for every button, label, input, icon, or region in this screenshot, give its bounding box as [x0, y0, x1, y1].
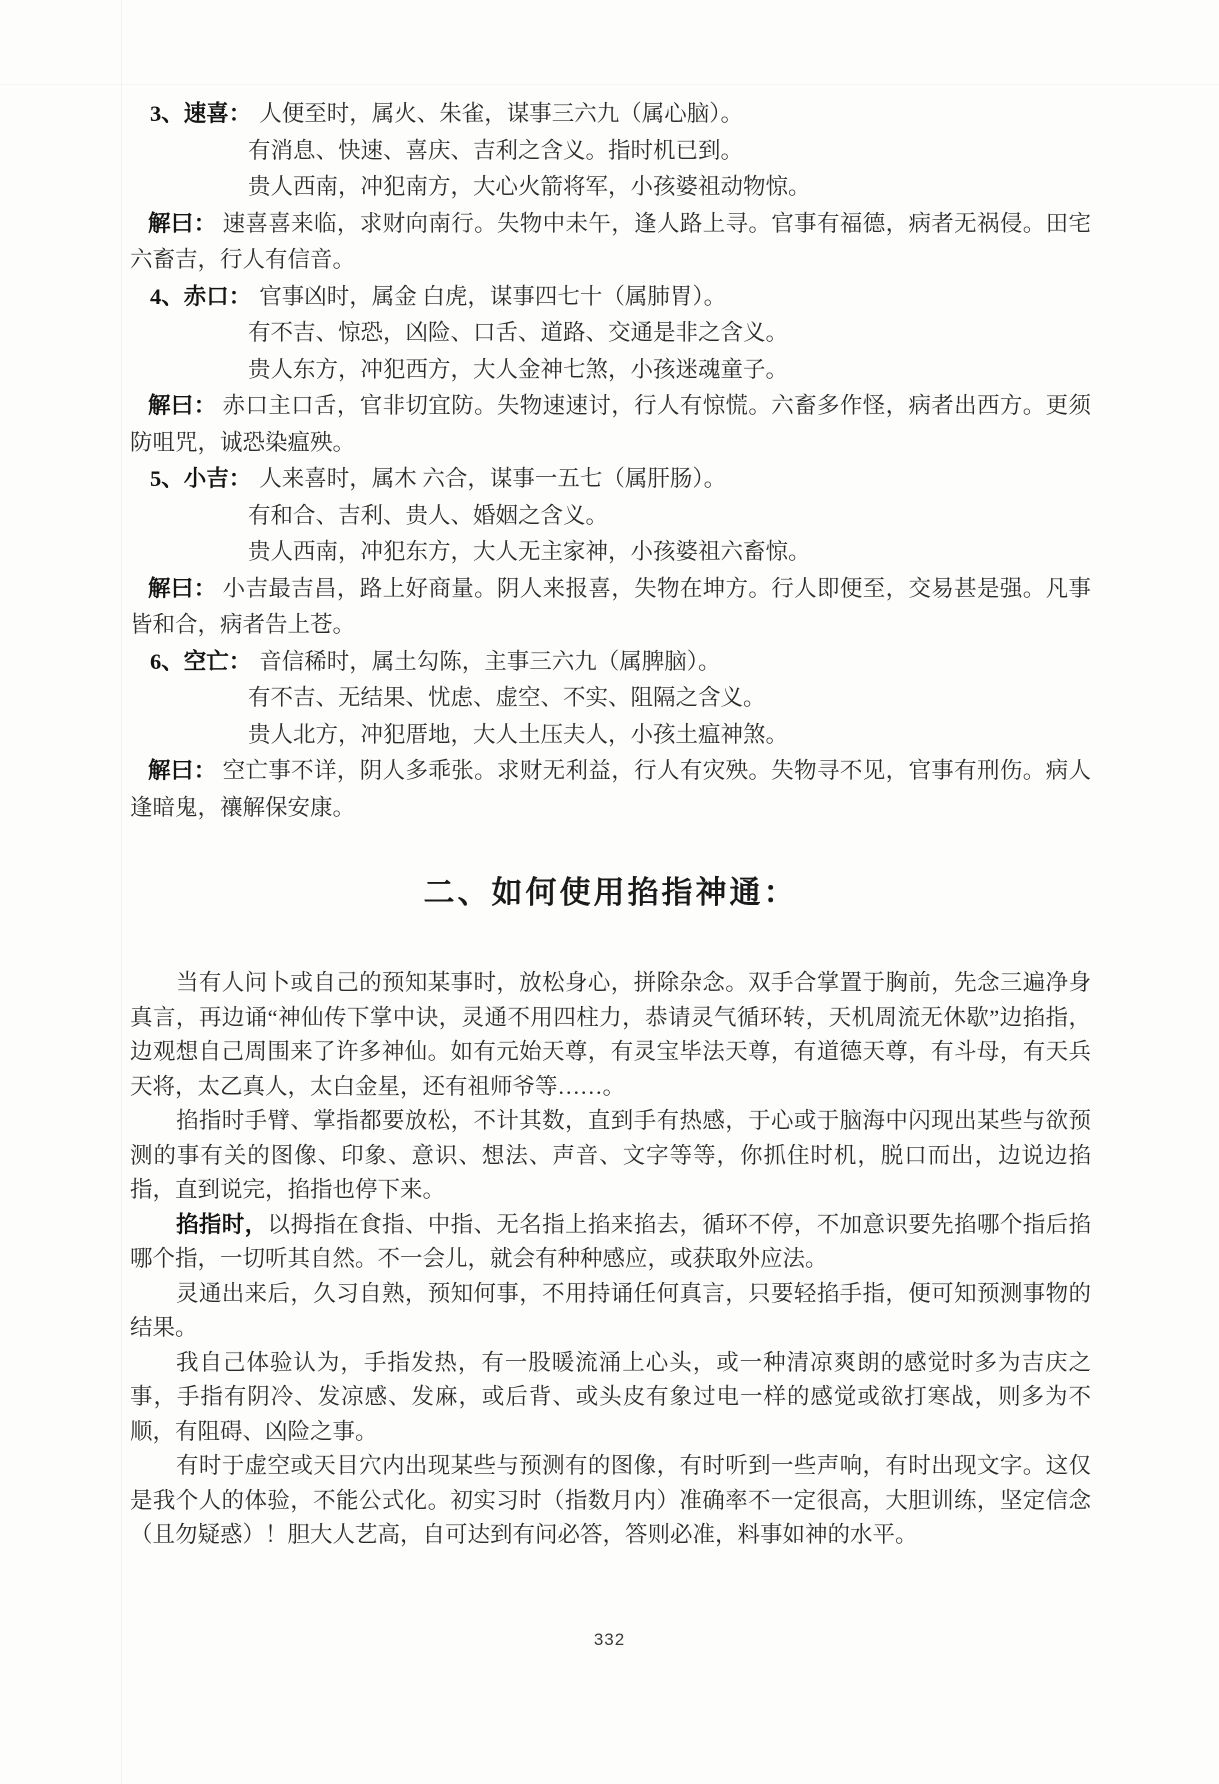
page-number: 332: [593, 1630, 626, 1649]
entry-suxi: [130, 96, 1091, 279]
jie-paragraph: [130, 571, 1091, 644]
paragraph-text: 掐指时手臂、掌指都要放松，不计其数，直到手有热感，于心或于脑海中闪现出某些与欲预测的事有关的图像、印象、意识、想法、声音、文字等等，你抓住时机，脱口而出，边说边掐指，直到说完，掐指也停下来。: [130, 1108, 1091, 1202]
entry-label: 3、速喜：: [150, 101, 252, 126]
jie-text: 速喜喜来临，求财向南行。失物中未午，逢人路上寻。官事有福德，病者无祸侵。田宅六畜吉，行人有信音。: [130, 210, 1091, 272]
entry-text: 官事凶时，属金 白虎，谋事四七十（属肺胃）。: [259, 283, 727, 309]
jie-label: 解曰：: [148, 575, 217, 601]
chapter-heading: 二、如何使用掐指神通：: [423, 875, 798, 910]
paragraph-text: 当有人问卜或自己的预知某事时，放松身心，拼除杂念。双手合掌置于胸前，先念三遍净身真言，再边诵“神仙传下掌中诀，灵通不用四柱力，恭请灵气循环转，天机周流无休歇”边掐指，边观想自己周围来了许多神仙。如有元始天尊，有灵宝毕法天尊，有道德天尊，有斗母，有天兵天将，太乙真人，太白金星，还有祖师爷等……。: [130, 970, 1091, 1099]
body-paragraph: [130, 1104, 1091, 1208]
paragraph-text: 有时于虚空或天目穴内出现某些与预测有的图像，有时听到一些声响，有时出现文字。这仅是我个人的体验，不能公式化。初实习时（指数月内）准确率不一定很高，大胆训练，坚定信念（且勿疑惑）！胆大人艺高，自可达到有问必答，答则必准，料事如神的水平。: [130, 1453, 1091, 1547]
jie-label: 解曰：: [148, 758, 217, 783]
entry-line: 有消息、快速、喜庆、吉利之含义。指时机已到。: [248, 137, 744, 163]
entry-line: [130, 279, 1091, 316]
entry-label: 4、赤口：: [150, 283, 252, 309]
entry-xiaoji: [130, 461, 1091, 644]
paragraph-lead: 掐指时，: [176, 1211, 268, 1237]
entry-line: 有和合、吉利、贵人、婚姻之含义。: [248, 502, 609, 528]
jie-paragraph: [130, 388, 1091, 461]
jie-label: 解曰：: [148, 393, 217, 418]
entry-line: 有不吉、惊恐，凶险、口舌、道路、交通是非之含义。: [248, 320, 789, 345]
divination-entries-list: [130, 96, 1091, 826]
entry-line: 贵人西南，冲犯东方，大人无主家神，小孩婆祖六畜惊。: [248, 539, 811, 564]
body-paragraph: [130, 1346, 1091, 1450]
entry-text: 音信稀时，属土勾陈，主事三六九（属脾脑）。: [259, 648, 721, 674]
entry-line: 贵人北方，冲犯厝地，大人土压夫人，小孩土瘟神煞。: [248, 721, 789, 747]
paragraph-text: 灵通出来后，久习自熟，预知何事，不用持诵任何真言，只要轻掐手指，便可知预测事物的结果。: [130, 1280, 1091, 1340]
paragraph-text: 以拇指在食指、中指、无名指上掐来掐去，循环不停，不加意识要先掐哪个指后掐哪个指，一切听其自然。不一会儿，就会有种种感应，或获取外应法。: [130, 1211, 1091, 1271]
entry-line: [130, 96, 1091, 133]
entry-line: 贵人东方，冲犯西方，大人金神七煞，小孩迷魂童子。: [248, 356, 789, 382]
entry-line: [130, 644, 1091, 681]
entry-line: 贵人西南，冲犯南方，大心火箭将军，小孩婆祖动物惊。: [248, 174, 811, 199]
entry-text: 人来喜时，属木 六合，谋事一五七（属肝肠）。: [259, 466, 727, 491]
jie-text: 赤口主口舌，官非切宜防。失物速速讨，行人有惊慌。六畜多作怪，病者出西方。更须防咀咒，诚恐染瘟殃。: [130, 393, 1091, 455]
body-paragraph: [130, 1208, 1091, 1277]
jie-paragraph: [130, 753, 1091, 826]
body-paragraph: [130, 966, 1091, 1104]
body-paragraphs: [130, 966, 1091, 1553]
entry-line: 有不吉、无结果、忧虑、虚空、不实、阻隔之含义。: [248, 685, 766, 710]
jie-paragraph: [130, 206, 1091, 279]
body-paragraph: [130, 1277, 1091, 1346]
body-paragraph: [130, 1449, 1091, 1553]
entry-kongwang: [130, 644, 1091, 827]
jie-text: 小吉最吉昌，路上好商量。阴人来报喜，失物在坤方。行人即便至，交易甚是强。凡事皆和合，病者告上苍。: [130, 575, 1091, 637]
entry-line: [130, 461, 1091, 498]
entry-label: 6、空亡：: [150, 648, 252, 674]
paragraph-text: 我自己体验认为，手指发热，有一股暖流涌上心头，或一种清凉爽朗的感觉时多为吉庆之事，手指有阴冷、发凉感、发麻，或后背、或头皮有象过电一样的感觉或欲打寒战，则多为不顺，有阻碍、凶险之事。: [130, 1349, 1091, 1444]
entry-label: 5、小吉：: [150, 466, 252, 491]
entry-text: 人便至时，属火、朱雀，谋事三六九（属心脑）。: [259, 101, 744, 126]
jie-text: 空亡事不详，阴人多乖张。求财无利益，行人有灾殃。失物寻不见，官事有刑伤。病人逢暗鬼，禳解保安康。: [130, 758, 1091, 820]
jie-label: 解曰：: [148, 210, 217, 236]
entry-chikou: [130, 279, 1091, 462]
